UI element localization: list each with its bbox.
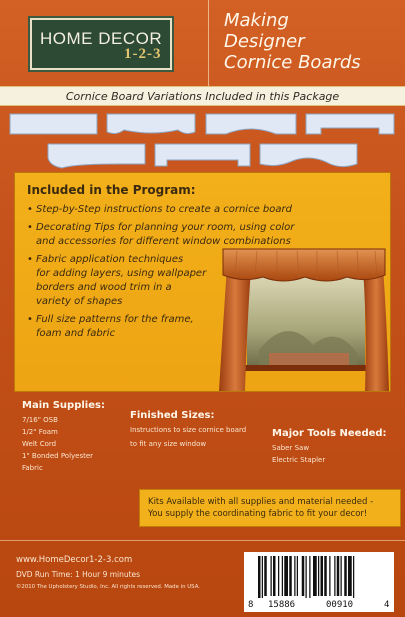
supplies-heading: Main Supplies: [22, 400, 105, 411]
cornice-shape-stepped [155, 144, 250, 166]
home-decor-logo [30, 18, 172, 70]
title-line-1: Making [224, 10, 289, 31]
cornice-shape-arched [206, 114, 296, 134]
barcode-digit-check: 4 [384, 600, 390, 610]
barcode-bar [313, 556, 317, 596]
footer-divider [0, 540, 405, 541]
supply-item: 7/16" OSB [22, 416, 58, 424]
cornice-shape-wave [260, 144, 357, 167]
barcode-bar [273, 556, 276, 596]
header-divider [208, 0, 209, 86]
title-line-2: Designer [224, 31, 305, 52]
barcode-bar [264, 556, 267, 596]
barcode-bar [258, 556, 261, 598]
finished-line: Instructions to size cornice board [130, 426, 247, 434]
barcode-bars [244, 552, 394, 598]
barcode-bar [278, 556, 279, 596]
barcode-bar [318, 556, 319, 596]
barcode-digits-left: 15886 [268, 600, 296, 610]
barcode-bar [284, 556, 288, 596]
cornice-window-illustration [217, 245, 389, 395]
cornice-shapes [0, 106, 405, 170]
supply-item: Welt Cord [22, 440, 57, 448]
left-drape [219, 267, 251, 391]
right-drape [363, 267, 389, 391]
barcode-bar [353, 556, 354, 598]
tool-item: Electric Stapler [272, 456, 326, 464]
barcode-bar [294, 556, 295, 596]
barcode-digit-lead: 8 [248, 600, 254, 610]
barcode-bar [282, 556, 283, 596]
barcode-bar [334, 556, 335, 596]
upc-barcode [244, 552, 394, 612]
website-url: www.HomeDecor1-2-3.com [16, 555, 133, 565]
cornice-shape-scalloped [107, 114, 195, 134]
barcode-bar [289, 556, 292, 596]
barcode-bar [348, 556, 352, 596]
finished-line: to fit any size window [130, 440, 207, 448]
program-panel [14, 172, 391, 392]
kits-line-2: You supply the coordinating fabric to fit your decor! [148, 509, 368, 519]
tool-item: Saber Saw [272, 444, 310, 452]
supply-item: 1/2" Foam [22, 428, 58, 436]
kits-line-1: Kits Available with all supplies and material needed - [148, 497, 374, 507]
copyright: ©2010 The Upholstery Studio, Inc. All rights reserved. Made in USA. [16, 584, 200, 590]
barcode-bar [341, 556, 342, 596]
title-line-3: Cornice Boards [224, 52, 361, 73]
page-title [224, 10, 361, 73]
cornice-shape-straight [10, 114, 97, 134]
program-item: • Decorating Tips for planning your room, using color and accessories for different window combinations [27, 221, 387, 249]
kits-callout [139, 489, 401, 527]
barcode-bar [306, 556, 307, 598]
logo-number-text: 1-2-3 [124, 46, 162, 62]
variations-banner: Cornice Board Variations Included in this Package [0, 86, 405, 106]
barcode-bar [344, 556, 347, 596]
program-heading: Included in the Program: [27, 183, 196, 197]
supply-item: Fabric [22, 464, 43, 472]
barcode-bar [302, 556, 305, 596]
logo-main-text: HOME DECOR [40, 29, 163, 48]
barcode-bar [262, 556, 263, 598]
barcode-bar [297, 556, 298, 596]
barcode-bar [321, 556, 324, 596]
barcode-digits-right: 00910 [326, 600, 354, 610]
barcode-bar [324, 556, 327, 596]
cornice-shape-side-curve [48, 144, 145, 168]
barcode-bar [271, 556, 272, 596]
run-time: DVD Run Time: 1 Hour 9 minutes [16, 570, 141, 579]
finished-heading: Finished Sizes: [130, 410, 215, 421]
program-item: • Full size patterns for the frame, foam and fabric [27, 313, 207, 341]
barcode-bar [329, 556, 330, 596]
supply-item: 1" Bonded Polyester [22, 452, 94, 460]
tools-heading: Major Tools Needed: [272, 428, 387, 439]
cornice-board [223, 249, 385, 281]
barcode-bar [337, 556, 340, 596]
barcode-bar [309, 556, 310, 598]
flower-box [269, 353, 349, 367]
cornice-shape-notched [306, 114, 394, 134]
program-item: • Step-by-Step instructions to create a cornice board [27, 203, 387, 217]
program-item: • Fabric application techniques for adding layers, using wallpaper borders and wood trim in a variety of shapes [27, 253, 207, 309]
